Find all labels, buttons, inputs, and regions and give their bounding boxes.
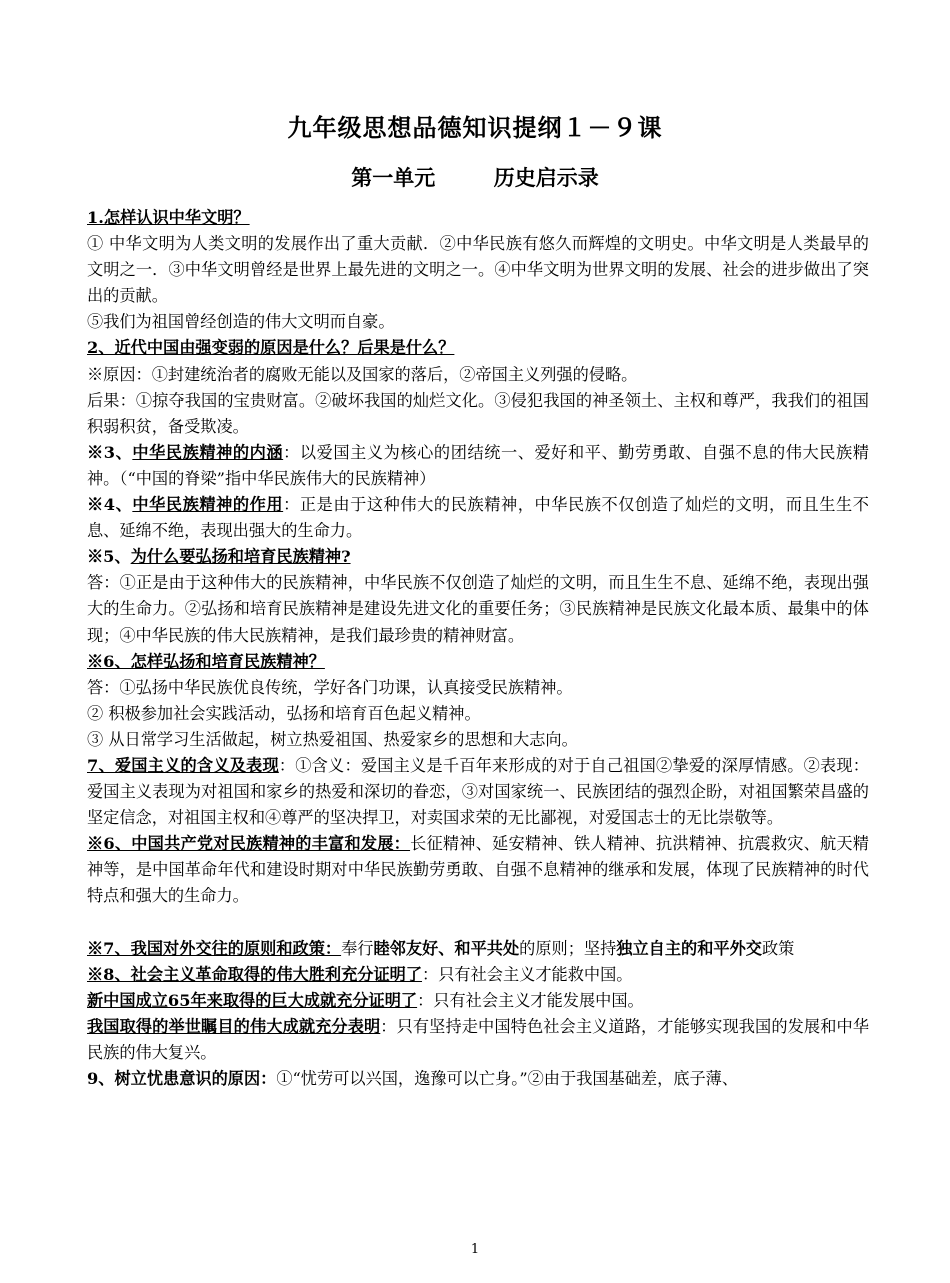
section-1-answer: ① 中华文明为人类文明的发展作出了重大贡献．②中华民族有悠久而辉煌的文明史。中华文明是人类最早的文明之一．③中华文明曾经是世界上最先进的文明之一。④中华文明为世界文明的发展、社会的进步做出了突出的贡献。 <box>87 234 869 306</box>
question-text: 2、近代中国由强变弱的原因是什么？后果是什么？ <box>87 338 455 358</box>
document-body <box>87 205 869 1092</box>
section-2-question <box>87 335 869 361</box>
question-text: ※7、我国对外交往的原则和政策： <box>87 938 342 958</box>
section-6-question <box>87 649 869 675</box>
section-prefix: ※5、 <box>87 547 131 567</box>
question-text: 新中国成立65年来取得的巨大成就充分证明了 <box>87 990 418 1010</box>
question-text: 我国取得的举世瞩目的伟大成就充分表明 <box>87 1016 381 1036</box>
section-8 <box>87 831 869 909</box>
question-text: 中华民族精神的作用 <box>132 495 284 515</box>
section-9 <box>87 936 869 962</box>
section-3 <box>87 440 869 492</box>
question-text: 1.怎样认识中华文明？ <box>87 208 250 227</box>
section-4 <box>87 492 869 544</box>
section-prefix: ※3、 <box>87 442 133 462</box>
section-5-answer: 答：①正是由于这种伟大的民族精神，中华民族不仅创造了灿烂的文明，而且生生不息、延绵不绝，表现出强大的生命力。②弘扬和培育民族精神是建设先进文化的重要任务；③民族精神是民族文化最本质、最集中的体现；④中华民族的伟大民族精神，是我们最珍贵的精神财富。 <box>87 573 869 645</box>
answer-text: ：以爱国主义为核心的团结统一、爱好和平、勤劳勇敢、自强不息的伟大民族精神。（“中国的脊梁”指中华民族伟大的民族精神） <box>87 442 869 488</box>
section-prefix: ※4、 <box>87 495 133 515</box>
section-12 <box>87 1014 869 1066</box>
question-text: 为什么要弘扬和培育民族精神? <box>130 547 351 567</box>
question-text: ※8、社会主义革命取得的伟大胜利充分证明了 <box>87 964 423 984</box>
section-13 <box>87 1066 869 1092</box>
unit-heading: 第一单元 历史启示录 <box>351 165 599 190</box>
section-5-question <box>87 544 869 570</box>
answer-text: ：①含义：爱国主义是千百年来形成的对于自己祖国②挚爱的深厚情感。②表现：爱国主义表现为对祖国和家乡的热爱和深切的眷恋，③对国家统一、民族团结的强烈企盼，对祖国繁荣昌盛的坚定信念，对祖国主权和④尊严的坚决捍卫，对卖国求荣的无比鄙视，对爱国志士的无比崇敬等。 <box>87 755 869 828</box>
emphasis-text: 独立自主的和平外交 <box>616 938 762 958</box>
section-6-answer-1: 答：①弘扬中华民族优良传统，学好各门功课，认真接受民族精神。 <box>87 677 573 697</box>
answer-text: 奉行 <box>341 938 374 958</box>
question-text: 9、树立忧患意识的原因： <box>87 1069 277 1089</box>
emphasis-text: 睦邻友好、和平共处 <box>373 938 520 958</box>
section-7 <box>87 753 869 831</box>
question-text: ※6、中国共产党对民族精神的丰富和发展： <box>87 834 411 854</box>
answer-text: ：正是由于这种伟大的民族精神，中华民族不仅创造了灿烂的文明，而且生生不息、延绵不绝，表现出强大的生命力。 <box>87 495 869 541</box>
section-11 <box>87 988 869 1014</box>
page-number: 1 <box>470 1242 480 1257</box>
answer-text: ：只有社会主义才能发展中国。 <box>417 990 644 1010</box>
answer-text: ①“忧劳可以兴国，逸豫可以亡身。”②由于我国基础差，底子薄、 <box>276 1069 739 1089</box>
answer-text: 长征精神、延安精神、铁人精神、抗洪精神、抗震救灾、航天精神等，是中国革命年代和建设时期对中华民族勤劳勇敢、自强不息精神的继承和发展，体现了民族精神的时代特点和强大的生命力。 <box>87 834 869 906</box>
section-1-question <box>87 205 869 231</box>
answer-text: 政策 <box>761 938 795 958</box>
answer-text: ：只有社会主义才能救中国。 <box>422 964 633 984</box>
question-text: 中华民族精神的内涵 <box>132 442 284 462</box>
section-2-consequence: 后果：①掠夺我国的宝贵财富。②破坏我国的灿烂文化。③侵犯我国的神圣领土、主权和尊严，我我们的祖国积弱积贫，备受欺凌。 <box>87 390 869 436</box>
answer-text: 的原则；坚持 <box>519 938 617 958</box>
section-2-cause: ※原因：①封建统治者的腐败无能以及国家的落后，②帝国主义列强的侵略。 <box>87 364 638 384</box>
section-10 <box>87 962 869 988</box>
section-6-answer-2: ② 积极参加社会实践活动，弘扬和培育百色起义精神。 <box>87 703 481 723</box>
answer-text: ：只有坚持走中国特色社会主义道路，才能够实现我国的发展和中华民族的伟大复兴。 <box>87 1016 870 1062</box>
question-text: ※6、怎样弘扬和培育民族精神？ <box>87 651 325 671</box>
section-6-answer-3: ③ 从日常学习生活做起，树立热爱祖国、热爱家乡的思想和大志向。 <box>87 729 578 749</box>
question-text: 7、爱国主义的含义及表现 <box>87 755 279 775</box>
blank-line <box>87 910 869 936</box>
document-title: 九年级思想品德知识提纲１－９课 <box>287 113 663 142</box>
section-1-answer-extra: ⑤我们为祖国曾经创造的伟大文明而自豪。 <box>87 312 395 332</box>
